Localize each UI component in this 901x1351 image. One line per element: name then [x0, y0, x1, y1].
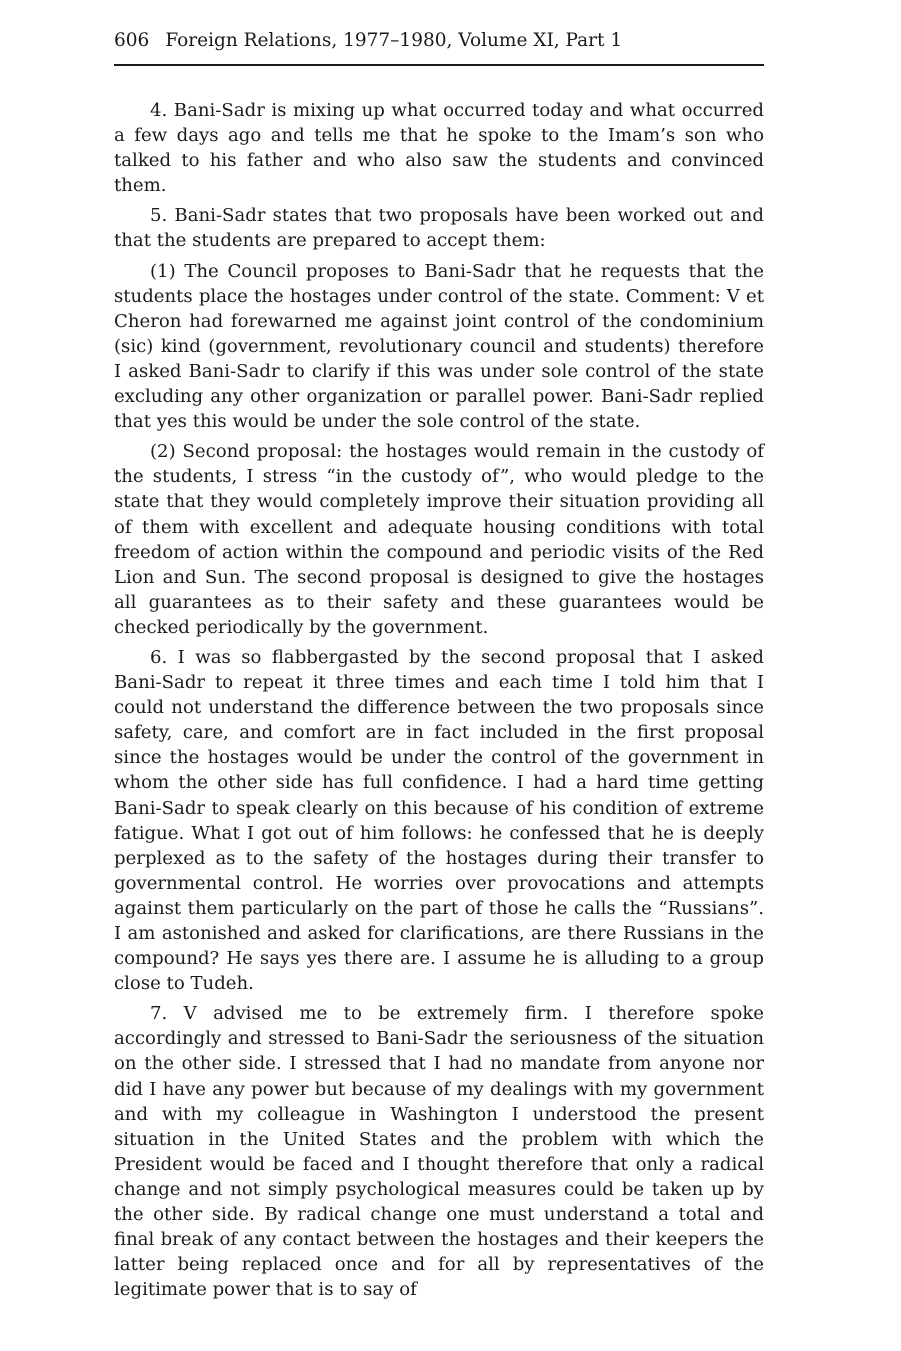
- running-head: [114, 30, 764, 66]
- paragraph-6: 6. I was so flabbergasted by the second proposal that I asked Bani-Sadr to repeat it three times and each time I told him that I could not understand the difference between the two proposals since safety, care, and comfort are in fact included in the first proposal since the hostages would be under the control of the government in whom the other side has full confidence. I had a hard time getting Bani-Sadr to speak clearly on this because of his condition of extreme fatigue. What I got out of him follows: he confessed that he is deeply perplexed as to the safety of the hostages during their transfer to governmental control. He worries over provocations and attempts against them particularly on the part of those he calls the “Russians”. I am astonished and asked for clarifications, are there Russians in the compound? He says yes there are. I assume he is alluding to a group close to Tudeh.: [114, 646, 764, 995]
- paragraph-4: 4. Bani-Sadr is mixing up what occurred today and what occurred a few days ago and tells me that he spoke to the Imam’s son who talked to his father and who also saw the students and convinced them.: [114, 100, 764, 197]
- document-page: [114, 30, 764, 1307]
- paragraph-5-proposal-2: (2) Second proposal: the hostages would remain in the custody of the students, I stress “in the custody of”, who would pledge to the state that they would completely improve their situation providing all of them with excellent and adequate housing conditions with total freedom of action within the compound and periodic visits of the Red Lion and Sun. The second proposal is designed to give the hostages all guarantees as to their safety and these guarantees would be checked periodically by the government.: [114, 441, 764, 638]
- paragraph-5: 5. Bani-Sadr states that two proposals have been worked out and that the students are prepared to accept them:: [114, 205, 764, 252]
- paragraph-5-proposal-1: (1) The Council proposes to Bani-Sadr that he requests that the students place the hostages under control of the state. Comment: V et Cheron had forewarned me against joint control of the condominium (sic) kind (government, revolutionary council and students) therefore I asked Bani-Sadr to clarify if this was under sole control of the state excluding any other organization or parallel power. Bani-Sadr replied that yes this would be under the sole control of the state.: [114, 260, 764, 433]
- body-text: [114, 98, 764, 1302]
- running-title: Foreign Relations, 1977–1980, Volume XI, Part 1: [165, 30, 623, 51]
- paragraph-7: 7. V advised me to be extremely firm. I therefore spoke accordingly and stressed to Bani-Sadr the seriousness of the situation on the other side. I stressed that I had no mandate from anyone nor did I have any power but because of my dealings with my government and with my colleague in Washington I understood the present situation in the United States and the problem with which the President would be faced and I thought therefore that only a radical change and not simply psychological measures could be taken up by the other side. By radical change one must understand a total and final break of any contact between the hostages and their keepers the latter being replaced once and for all by representatives of the legitimate power that is to say of: [114, 1003, 764, 1301]
- page-number: 606: [114, 30, 150, 51]
